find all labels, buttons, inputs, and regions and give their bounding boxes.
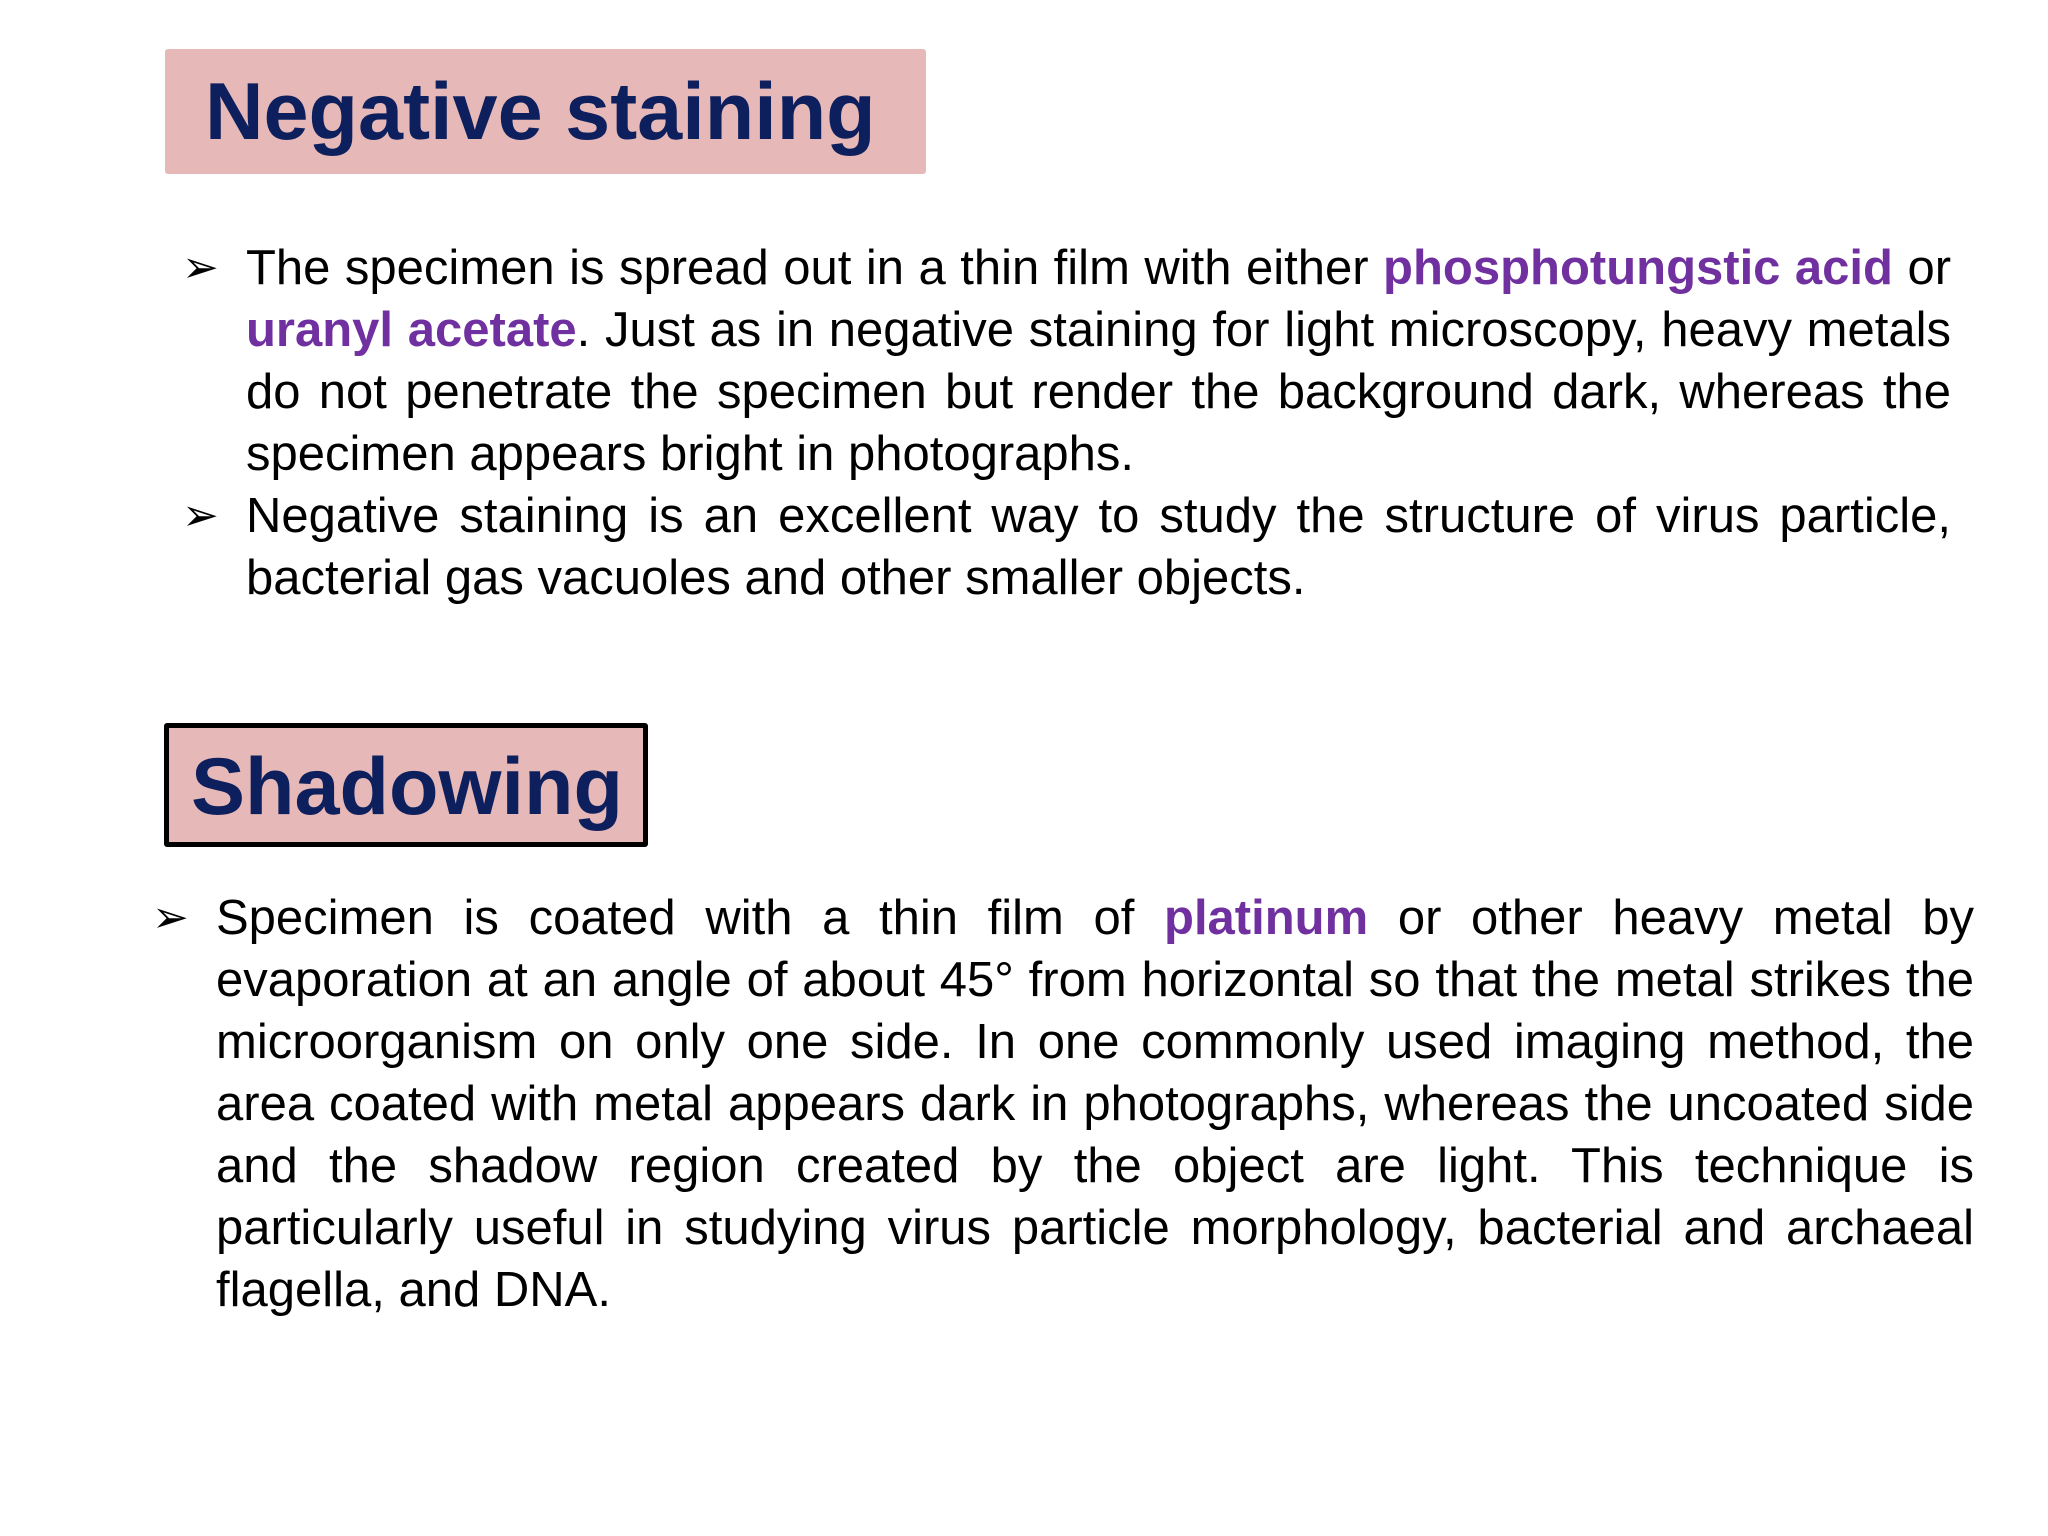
arrow-bullet-icon: ➢ <box>182 491 219 540</box>
negative-staining-heading-box <box>165 49 926 174</box>
negative-staining-bullet-list <box>182 237 1952 609</box>
bullet-text: or other heavy metal by evaporation at an angle of about 45° from horizontal so that the metal strikes the microorganism on only one side. In one commonly used imaging method, the area coated with metal appears dark in photographs, whereas the uncoated side and the shadow region created by the object are light. This technique is particularly useful in studying virus particle morphology, bacterial and archaeal flagella, and DNA. <box>216 891 1974 1317</box>
bullet-text: Negative staining is an excellent way to study the structure of virus particle, bacterial gas vacuoles and other smaller objects. <box>246 489 1951 605</box>
bullet-text: . Just as in negative staining for light microscopy, heavy metals do not penetrate the specimen but render the background dark, whereas the specimen appears bright in photographs. <box>246 303 1951 481</box>
list-item <box>182 485 1951 609</box>
shadowing-heading-box <box>164 723 648 847</box>
bullet-text: or <box>1892 241 1952 295</box>
bullet-text: The specimen is spread out in a thin film with either <box>246 241 1384 295</box>
shadowing-bullet-list <box>152 887 1974 1321</box>
highlight-term: uranyl acetate <box>246 303 577 357</box>
list-item <box>152 887 1974 1321</box>
highlight-term: platinum <box>1164 891 1369 945</box>
list-item <box>182 237 1952 485</box>
negative-staining-title: Negative staining <box>205 67 876 157</box>
arrow-bullet-icon: ➢ <box>152 893 189 942</box>
highlight-term: phosphotungstic acid <box>1383 241 1893 295</box>
arrow-bullet-icon: ➢ <box>182 243 219 292</box>
shadowing-title: Shadowing <box>191 742 623 832</box>
bullet-text: Specimen is coated with a thin film of <box>216 891 1165 945</box>
